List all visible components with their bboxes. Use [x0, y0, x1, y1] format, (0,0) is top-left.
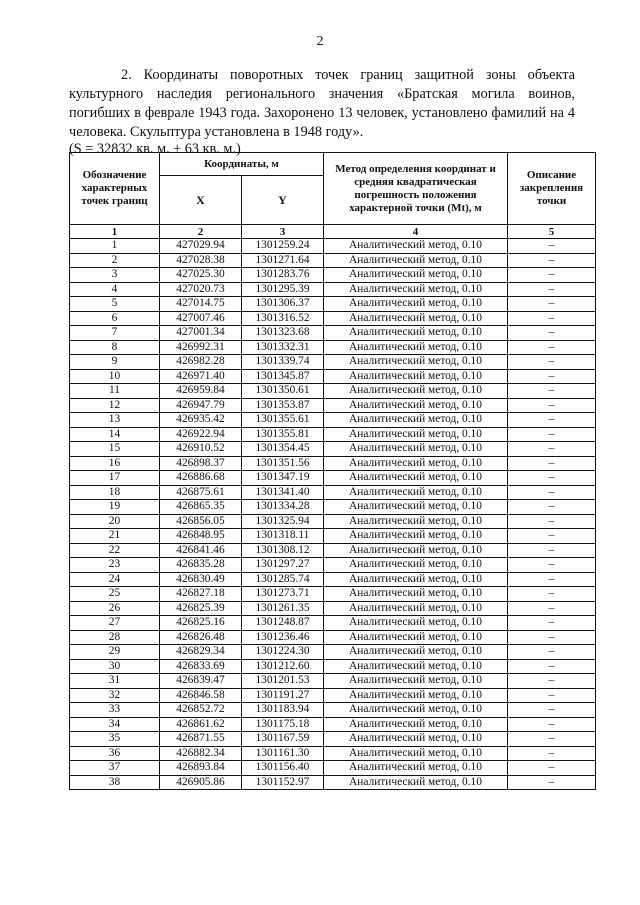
table-row [70, 253, 596, 268]
y-coordinate-cell: 1301334.28 [242, 500, 324, 515]
description-cell: – [508, 456, 596, 471]
point-number-cell: 23 [70, 558, 160, 573]
y-coordinate-cell: 1301353.87 [242, 398, 324, 413]
y-coordinate-cell: 1301201.53 [242, 674, 324, 689]
description-cell: – [508, 674, 596, 689]
point-number-cell: 12 [70, 398, 160, 413]
y-coordinate-cell: 1301345.87 [242, 369, 324, 384]
y-coordinate-cell: 1301271.64 [242, 253, 324, 268]
method-cell: Аналитический метод, 0.10 [324, 717, 508, 732]
description-cell: – [508, 253, 596, 268]
x-coordinate-cell: 426829.34 [160, 645, 242, 660]
point-number-cell: 21 [70, 529, 160, 544]
method-cell: Аналитический метод, 0.10 [324, 558, 508, 573]
y-coordinate-cell: 1301273.71 [242, 587, 324, 602]
point-number-cell: 11 [70, 384, 160, 399]
column-number: 1 [70, 225, 160, 239]
point-number-cell: 34 [70, 717, 160, 732]
point-number-cell: 32 [70, 688, 160, 703]
description-cell: – [508, 268, 596, 283]
description-cell: – [508, 326, 596, 341]
y-coordinate-cell: 1301316.52 [242, 311, 324, 326]
y-coordinate-cell: 1301295.39 [242, 282, 324, 297]
point-number-cell: 19 [70, 500, 160, 515]
x-coordinate-cell: 426839.47 [160, 674, 242, 689]
point-number-cell: 5 [70, 297, 160, 312]
method-cell: Аналитический метод, 0.10 [324, 311, 508, 326]
table-row [70, 688, 596, 703]
table-row [70, 398, 596, 413]
description-cell: – [508, 616, 596, 631]
area-text: (S = 32832 кв. м. ± 63 кв. м.) [69, 141, 241, 157]
table-row [70, 775, 596, 790]
y-coordinate-cell: 1301341.40 [242, 485, 324, 500]
description-cell: – [508, 239, 596, 254]
y-coordinate-cell: 1301306.37 [242, 297, 324, 312]
table-row [70, 659, 596, 674]
point-number-cell: 13 [70, 413, 160, 428]
table-row [70, 326, 596, 341]
header-description: Описание закрепления точки [508, 153, 596, 225]
y-coordinate-cell: 1301332.31 [242, 340, 324, 355]
y-coordinate-cell: 1301212.60 [242, 659, 324, 674]
description-cell: – [508, 558, 596, 573]
table-row [70, 268, 596, 283]
table-row [70, 456, 596, 471]
header-x: X [160, 176, 242, 225]
table-row [70, 514, 596, 529]
method-cell: Аналитический метод, 0.10 [324, 572, 508, 587]
x-coordinate-cell: 426893.84 [160, 761, 242, 776]
point-number-cell: 10 [70, 369, 160, 384]
x-coordinate-cell: 426992.31 [160, 340, 242, 355]
description-cell: – [508, 398, 596, 413]
description-cell: – [508, 543, 596, 558]
method-cell: Аналитический метод, 0.10 [324, 674, 508, 689]
x-coordinate-cell: 426875.61 [160, 485, 242, 500]
method-cell: Аналитический метод, 0.10 [324, 268, 508, 283]
table-row [70, 500, 596, 515]
x-coordinate-cell: 426835.28 [160, 558, 242, 573]
point-number-cell: 4 [70, 282, 160, 297]
description-cell: – [508, 340, 596, 355]
y-coordinate-cell: 1301259.24 [242, 239, 324, 254]
y-coordinate-cell: 1301156.40 [242, 761, 324, 776]
x-coordinate-cell: 426905.86 [160, 775, 242, 790]
y-coordinate-cell: 1301161.30 [242, 746, 324, 761]
x-coordinate-cell: 427020.73 [160, 282, 242, 297]
point-number-cell: 6 [70, 311, 160, 326]
method-cell: Аналитический метод, 0.10 [324, 456, 508, 471]
table-row [70, 297, 596, 312]
y-coordinate-cell: 1301248.87 [242, 616, 324, 631]
point-number-cell: 17 [70, 471, 160, 486]
method-cell: Аналитический метод, 0.10 [324, 297, 508, 312]
description-cell: – [508, 717, 596, 732]
x-coordinate-cell: 426861.62 [160, 717, 242, 732]
table-body [70, 239, 596, 790]
header-method: Метод определения координат и средняя квадратическая погрешность положения характерной точки (Mt), м [324, 153, 508, 225]
point-number-cell: 8 [70, 340, 160, 355]
method-cell: Аналитический метод, 0.10 [324, 398, 508, 413]
y-coordinate-cell: 1301318.11 [242, 529, 324, 544]
point-number-cell: 29 [70, 645, 160, 660]
point-number-cell: 2 [70, 253, 160, 268]
table-row [70, 645, 596, 660]
y-coordinate-cell: 1301354.45 [242, 442, 324, 457]
y-coordinate-cell: 1301236.46 [242, 630, 324, 645]
description-cell: – [508, 514, 596, 529]
point-number-cell: 9 [70, 355, 160, 370]
method-cell: Аналитический метод, 0.10 [324, 369, 508, 384]
x-coordinate-cell: 426898.37 [160, 456, 242, 471]
table-row [70, 311, 596, 326]
point-number-cell: 35 [70, 732, 160, 747]
point-number-cell: 33 [70, 703, 160, 718]
table-row [70, 587, 596, 602]
table-row [70, 442, 596, 457]
description-cell: – [508, 587, 596, 602]
description-cell: – [508, 732, 596, 747]
y-coordinate-cell: 1301351.56 [242, 456, 324, 471]
method-cell: Аналитический метод, 0.10 [324, 253, 508, 268]
description-cell: – [508, 485, 596, 500]
coordinates-table [69, 152, 596, 790]
description-cell: – [508, 659, 596, 674]
point-number-cell: 36 [70, 746, 160, 761]
y-coordinate-cell: 1301283.76 [242, 268, 324, 283]
x-coordinate-cell: 426846.58 [160, 688, 242, 703]
table-row [70, 703, 596, 718]
table-row [70, 485, 596, 500]
column-number: 2 [160, 225, 242, 239]
y-coordinate-cell: 1301355.61 [242, 413, 324, 428]
y-coordinate-cell: 1301152.97 [242, 775, 324, 790]
table-row [70, 340, 596, 355]
method-cell: Аналитический метод, 0.10 [324, 442, 508, 457]
y-coordinate-cell: 1301339.74 [242, 355, 324, 370]
table-row [70, 427, 596, 442]
description-cell: – [508, 311, 596, 326]
table-row [70, 413, 596, 428]
table-row [70, 616, 596, 631]
point-number-cell: 38 [70, 775, 160, 790]
x-coordinate-cell: 426982.28 [160, 355, 242, 370]
y-coordinate-cell: 1301297.27 [242, 558, 324, 573]
x-coordinate-cell: 426833.69 [160, 659, 242, 674]
table-row [70, 282, 596, 297]
table-row [70, 384, 596, 399]
point-number-cell: 7 [70, 326, 160, 341]
description-cell: – [508, 761, 596, 776]
method-cell: Аналитический метод, 0.10 [324, 616, 508, 631]
x-coordinate-cell: 426971.40 [160, 369, 242, 384]
x-coordinate-cell: 426827.18 [160, 587, 242, 602]
x-coordinate-cell: 426826.48 [160, 630, 242, 645]
x-coordinate-cell: 426852.72 [160, 703, 242, 718]
method-cell: Аналитический метод, 0.10 [324, 688, 508, 703]
method-cell: Аналитический метод, 0.10 [324, 587, 508, 602]
method-cell: Аналитический метод, 0.10 [324, 746, 508, 761]
point-number-cell: 18 [70, 485, 160, 500]
section-heading [69, 66, 575, 157]
point-number-cell: 22 [70, 543, 160, 558]
table-row [70, 674, 596, 689]
method-cell: Аналитический метод, 0.10 [324, 732, 508, 747]
method-cell: Аналитический метод, 0.10 [324, 500, 508, 515]
y-coordinate-cell: 1301285.74 [242, 572, 324, 587]
method-cell: Аналитический метод, 0.10 [324, 384, 508, 399]
method-cell: Аналитический метод, 0.10 [324, 659, 508, 674]
method-cell: Аналитический метод, 0.10 [324, 355, 508, 370]
x-coordinate-cell: 427028.38 [160, 253, 242, 268]
method-cell: Аналитический метод, 0.10 [324, 543, 508, 558]
x-coordinate-cell: 426959.84 [160, 384, 242, 399]
method-cell: Аналитический метод, 0.10 [324, 485, 508, 500]
y-coordinate-cell: 1301224.30 [242, 645, 324, 660]
x-coordinate-cell: 426947.79 [160, 398, 242, 413]
method-cell: Аналитический метод, 0.10 [324, 601, 508, 616]
y-coordinate-cell: 1301261.35 [242, 601, 324, 616]
description-cell: – [508, 282, 596, 297]
point-number-cell: 28 [70, 630, 160, 645]
method-cell: Аналитический метод, 0.10 [324, 703, 508, 718]
header-designation: Обозначение характерных точек границ [70, 153, 160, 225]
point-number-cell: 25 [70, 587, 160, 602]
x-coordinate-cell: 426871.55 [160, 732, 242, 747]
y-coordinate-cell: 1301323.68 [242, 326, 324, 341]
table-row [70, 630, 596, 645]
column-number: 4 [324, 225, 508, 239]
method-cell: Аналитический метод, 0.10 [324, 775, 508, 790]
x-coordinate-cell: 426848.95 [160, 529, 242, 544]
method-cell: Аналитический метод, 0.10 [324, 239, 508, 254]
x-coordinate-cell: 426935.42 [160, 413, 242, 428]
column-number: 3 [242, 225, 324, 239]
point-number-cell: 20 [70, 514, 160, 529]
page-number: 2 [316, 34, 324, 49]
x-coordinate-cell: 426865.35 [160, 500, 242, 515]
heading-text: 2. Координаты поворотных точек границ защитной зоны объекта культурного наследия регионального значения «Братская могила воинов, погибших в феврале 1943 года. Захоронено 13 человек, установлено фамилий на 4 человека. Скульптура установлена в 1948 году». [69, 67, 575, 140]
table-row [70, 529, 596, 544]
point-number-cell: 26 [70, 601, 160, 616]
table-row [70, 471, 596, 486]
table-row [70, 732, 596, 747]
method-cell: Аналитический метод, 0.10 [324, 471, 508, 486]
x-coordinate-cell: 427001.34 [160, 326, 242, 341]
description-cell: – [508, 645, 596, 660]
method-cell: Аналитический метод, 0.10 [324, 630, 508, 645]
description-cell: – [508, 297, 596, 312]
method-cell: Аналитический метод, 0.10 [324, 514, 508, 529]
method-cell: Аналитический метод, 0.10 [324, 427, 508, 442]
point-number-cell: 30 [70, 659, 160, 674]
x-coordinate-cell: 427029.94 [160, 239, 242, 254]
y-coordinate-cell: 1301167.59 [242, 732, 324, 747]
y-coordinate-cell: 1301175.18 [242, 717, 324, 732]
y-coordinate-cell: 1301191.27 [242, 688, 324, 703]
y-coordinate-cell: 1301325.94 [242, 514, 324, 529]
method-cell: Аналитический метод, 0.10 [324, 282, 508, 297]
description-cell: – [508, 688, 596, 703]
x-coordinate-cell: 427014.75 [160, 297, 242, 312]
table-row [70, 355, 596, 370]
description-cell: – [508, 601, 596, 616]
description-cell: – [508, 572, 596, 587]
header-coordinates: Координаты, м [160, 153, 324, 176]
method-cell: Аналитический метод, 0.10 [324, 326, 508, 341]
point-number-cell: 31 [70, 674, 160, 689]
point-number-cell: 37 [70, 761, 160, 776]
table-row [70, 543, 596, 558]
description-cell: – [508, 384, 596, 399]
table-row [70, 572, 596, 587]
table-row [70, 239, 596, 254]
x-coordinate-cell: 427007.46 [160, 311, 242, 326]
method-cell: Аналитический метод, 0.10 [324, 761, 508, 776]
method-cell: Аналитический метод, 0.10 [324, 645, 508, 660]
y-coordinate-cell: 1301347.19 [242, 471, 324, 486]
point-number-cell: 15 [70, 442, 160, 457]
method-cell: Аналитический метод, 0.10 [324, 413, 508, 428]
x-coordinate-cell: 426856.05 [160, 514, 242, 529]
point-number-cell: 14 [70, 427, 160, 442]
table-row [70, 369, 596, 384]
table-row [70, 717, 596, 732]
y-coordinate-cell: 1301308.12 [242, 543, 324, 558]
y-coordinate-cell: 1301183.94 [242, 703, 324, 718]
description-cell: – [508, 703, 596, 718]
x-coordinate-cell: 426830.49 [160, 572, 242, 587]
header-y: Y [242, 176, 324, 225]
x-coordinate-cell: 426882.34 [160, 746, 242, 761]
x-coordinate-cell: 426910.52 [160, 442, 242, 457]
description-cell: – [508, 630, 596, 645]
description-cell: – [508, 471, 596, 486]
description-cell: – [508, 413, 596, 428]
description-cell: – [508, 500, 596, 515]
point-number-cell: 3 [70, 268, 160, 283]
table-row [70, 761, 596, 776]
table-row [70, 746, 596, 761]
point-number-cell: 24 [70, 572, 160, 587]
method-cell: Аналитический метод, 0.10 [324, 529, 508, 544]
y-coordinate-cell: 1301350.61 [242, 384, 324, 399]
x-coordinate-cell: 426825.16 [160, 616, 242, 631]
table-row [70, 558, 596, 573]
x-coordinate-cell: 426922.94 [160, 427, 242, 442]
x-coordinate-cell: 426841.46 [160, 543, 242, 558]
point-number-cell: 27 [70, 616, 160, 631]
table-row [70, 601, 596, 616]
x-coordinate-cell: 426886.68 [160, 471, 242, 486]
column-number: 5 [508, 225, 596, 239]
point-number-cell: 16 [70, 456, 160, 471]
point-number-cell: 1 [70, 239, 160, 254]
description-cell: – [508, 369, 596, 384]
method-cell: Аналитический метод, 0.10 [324, 340, 508, 355]
x-coordinate-cell: 427025.30 [160, 268, 242, 283]
description-cell: – [508, 746, 596, 761]
x-coordinate-cell: 426825.39 [160, 601, 242, 616]
y-coordinate-cell: 1301355.81 [242, 427, 324, 442]
description-cell: – [508, 529, 596, 544]
description-cell: – [508, 355, 596, 370]
description-cell: – [508, 775, 596, 790]
description-cell: – [508, 427, 596, 442]
description-cell: – [508, 442, 596, 457]
